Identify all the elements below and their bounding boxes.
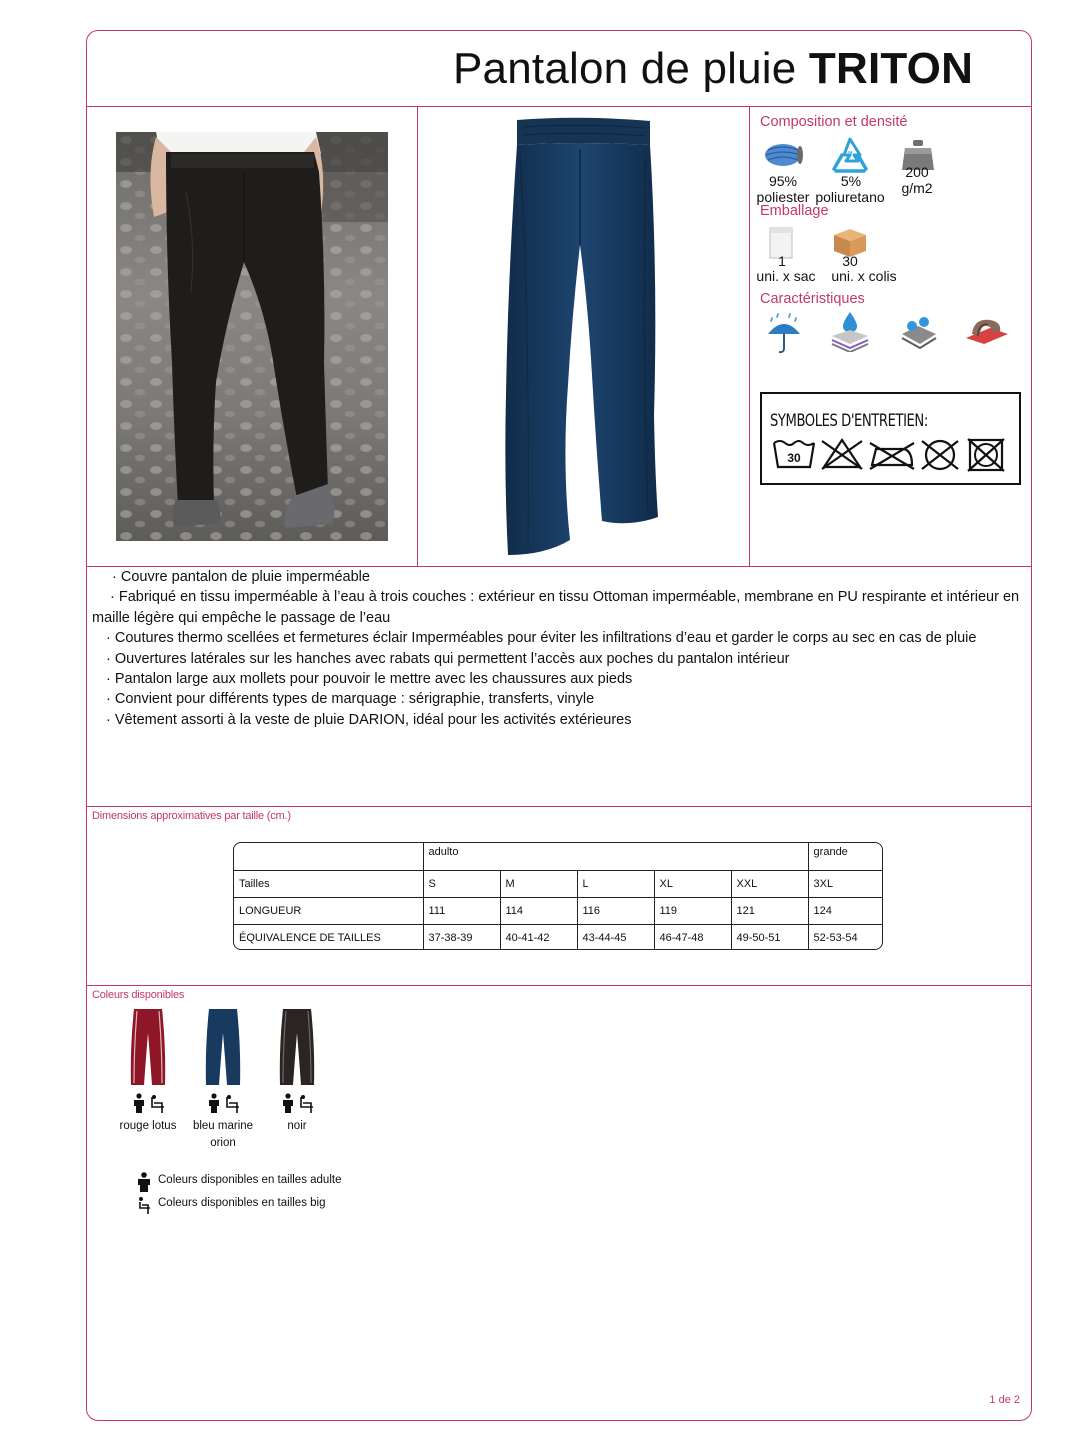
composition-label: poliuretano <box>815 189 885 205</box>
feature-item: · Couvre pantalon de pluie imperméable <box>112 569 370 585</box>
table-cell: 43-44-45 <box>577 924 654 950</box>
table-row <box>234 870 883 897</box>
table-cell: 119 <box>654 897 731 924</box>
legend-adult: Coleurs disponibles en tailles adulte <box>158 1174 342 1186</box>
composition-label: poliester <box>756 189 810 205</box>
row-label: ÉQUIVALENCE DE TAILLES <box>234 924 423 950</box>
table-cell: 124 <box>808 897 883 924</box>
table-row <box>234 897 883 924</box>
colors-title: Coleurs disponibles <box>92 989 185 1001</box>
model-photo <box>116 132 388 541</box>
recycle-icon <box>828 135 872 175</box>
color-name: bleu marine orion <box>192 1120 254 1149</box>
table-cell: 40-41-42 <box>500 924 577 950</box>
page-title: Pantalon de pluie TRITON <box>453 44 974 93</box>
dimensions-title: Dimensions approximatives par taille (cm.) <box>92 810 291 822</box>
adult-size-icon <box>132 1093 166 1113</box>
table-cell: 46-47-48 <box>654 924 731 950</box>
rain-umbrella-icon <box>764 312 804 356</box>
feature-item: · Ouvertures latérales sur les hanches avec rabats qui permettent l’accès aux poches du pantalon intérieur <box>106 650 790 667</box>
table-cell: S <box>423 870 500 897</box>
table-cell: XL <box>654 870 731 897</box>
images-column-divider <box>417 106 418 566</box>
no-iron-icon <box>870 443 914 469</box>
adult-size-icon <box>281 1093 315 1113</box>
color-name: noir <box>287 1120 307 1132</box>
packaging-value: 30 <box>842 253 858 269</box>
dimensions-divider <box>86 985 1032 986</box>
page-number: 1 de 2 <box>989 1394 1020 1406</box>
care-symbols-box <box>760 392 1021 485</box>
water-repellent-icon <box>898 314 938 350</box>
no-dry-clean-icon <box>922 441 958 469</box>
product-image <box>500 115 660 560</box>
group-adult: adulto <box>423 843 808 870</box>
table-cell: L <box>577 870 654 897</box>
packaging-label: uni. x sac <box>756 268 816 284</box>
row-label: Tailles <box>234 870 423 897</box>
care-title: SYMBOLES D'ENTRETIEN: <box>770 411 928 431</box>
feature-item: · Convient pour différents types de marquage : sérigraphie, transferts, vinyle <box>106 691 595 708</box>
table-row <box>234 843 883 870</box>
no-tumble-dry-icon <box>968 439 1004 471</box>
yarn-spool-icon <box>762 138 804 172</box>
wash-temp: 30 <box>787 451 801 465</box>
wash-30-icon <box>774 441 814 467</box>
sealed-seams-icon <box>964 316 1010 348</box>
color-name: rouge lotus <box>119 1120 177 1132</box>
no-bleach-icon <box>822 440 862 469</box>
table-cell: 3XL <box>808 870 883 897</box>
features-list <box>92 567 1028 730</box>
table-cell: 111 <box>423 897 500 924</box>
feature-item: · Fabriqué en tissu imperméable à l’eau à trois couches : extérieur en tissu Ottoman imperméable, membrane en PU respirante et intérieur en maille légère qui empêche le passage de l’eau <box>92 589 1020 626</box>
packaging-label: uni. x colis <box>831 268 897 284</box>
composition-value: 200 <box>905 164 929 180</box>
table-cell: 116 <box>577 897 654 924</box>
features-divider <box>86 806 1032 807</box>
color-swatch-noir[interactable] <box>277 1007 317 1087</box>
composition-label: g/m2 <box>901 180 933 196</box>
size-table <box>233 842 883 950</box>
table-row <box>234 924 883 950</box>
table-cell: 121 <box>731 897 808 924</box>
waterproof-fabric-icon <box>828 310 872 352</box>
big-legend-icon <box>138 1196 152 1214</box>
packaging-value: 1 <box>778 253 786 269</box>
packaging-title: Emballage <box>760 203 829 219</box>
table-cell: 49-50-51 <box>731 924 808 950</box>
feature-item: · Vêtement assorti à la veste de pluie DARION, idéal pour les activités extérieures <box>106 711 632 728</box>
characteristics-title: Caractéristiques <box>760 291 865 307</box>
adult-legend-icon <box>137 1172 151 1192</box>
legend-big: Coleurs disponibles en tailles big <box>158 1197 326 1209</box>
svg-text:7: 7 <box>847 150 853 160</box>
adult-size-icon <box>207 1093 241 1113</box>
color-swatch-rouge-lotus[interactable] <box>128 1007 168 1087</box>
group-big: grande <box>808 843 883 870</box>
table-cell: M <box>500 870 577 897</box>
table-cell: XXL <box>731 870 808 897</box>
specs-column-divider <box>749 106 750 566</box>
header-divider <box>86 106 1032 107</box>
color-swatch-bleu-marine-orion[interactable] <box>203 1007 243 1087</box>
feature-item: · Pantalon large aux mollets pour pouvoir le mettre avec les chaussures aux pieds <box>106 671 633 688</box>
composition-value: 95% <box>768 173 798 189</box>
row-label: LONGUEUR <box>234 897 423 924</box>
feature-item: · Coutures thermo scellées et fermetures éclair Imperméables pour éviter les infiltrations d’eau et garder le corps au sec en cas de pluie <box>106 630 977 647</box>
table-cell: 114 <box>500 897 577 924</box>
table-cell: 37-38-39 <box>423 924 500 950</box>
composition-title: Composition et densité <box>760 114 908 130</box>
table-cell: 52-53-54 <box>808 924 883 950</box>
composition-value: 5% <box>840 173 862 189</box>
